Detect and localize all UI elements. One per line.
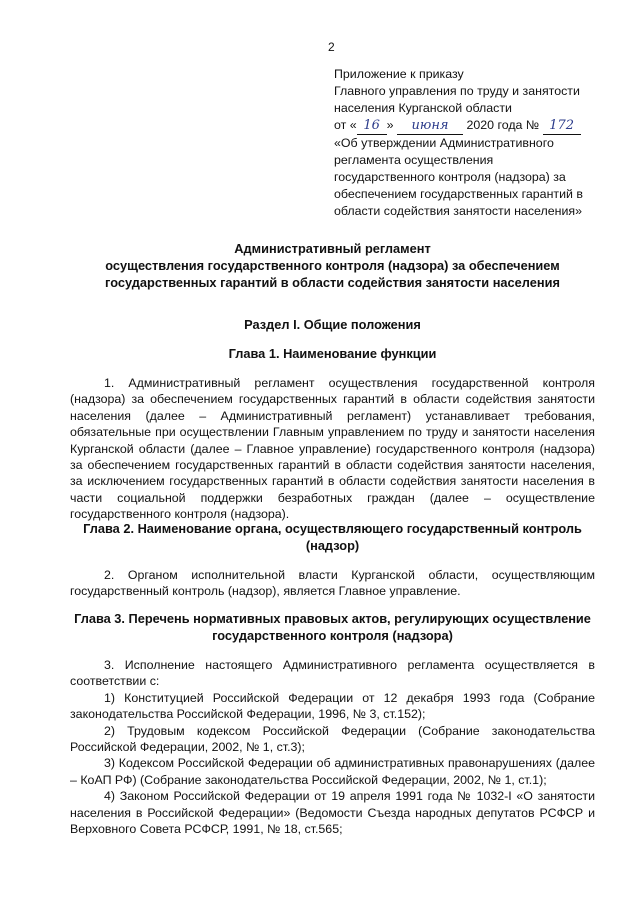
handwritten-order-number: 172 <box>543 117 581 135</box>
paragraph: 4) Законом Российской Федерации от 19 апреля 1991 года № 1032-I «О занятости населения в Российской Федерации» (Ведомости Съезда народных депутатов РСФСР и Верховного Совета РСФСР, 1991, № 18, ст.565; <box>70 789 595 837</box>
chapter-3-body <box>70 657 595 837</box>
chapter-2-heading: Глава 2. Наименование органа, осуществляющего государственный контроль (надзор) <box>83 521 582 553</box>
appendix-line: населения Курганской области <box>334 101 512 115</box>
paragraph: 2. Органом исполнительной власти Курганской области, осуществляющим государственный контроль (надзор), является Главное управление. <box>70 568 595 599</box>
appendix-line: области содействия занятости населения» <box>334 204 582 218</box>
date-prefix: от « <box>334 118 357 132</box>
page-number: 2 <box>328 40 335 54</box>
appendix-line: Главного управления по труду и занятости <box>334 84 580 98</box>
chapter-1-body <box>70 375 595 523</box>
chapter-3-heading: Глава 3. Перечень нормативных правовых актов, регулирующих осуществление государственного контроля (надзора) <box>74 611 591 643</box>
appendix-line: государственного контроля (надзора) за <box>334 170 566 184</box>
handwritten-month: июня <box>397 117 463 135</box>
title-line: осуществления государственного контроля (надзора) за обеспечением <box>105 258 560 273</box>
appendix-date-line <box>334 117 604 135</box>
chapter-1-heading: Глава 1. Наименование функции <box>228 346 437 361</box>
document-title <box>70 240 595 291</box>
title-line: государственных гарантий в области содействия занятости населения <box>105 275 560 290</box>
appendix-line: Приложение к приказу <box>334 67 464 81</box>
chapter-2-body <box>70 567 595 600</box>
date-year: 2020 года № <box>466 118 540 132</box>
handwritten-day: 16 <box>357 117 387 135</box>
paragraph: 3) Кодексом Российской Федерации об административных правонарушениях (далее – КоАП РФ) (Собрание законодательства Российской Федерации, 2002, № 1, ст.1); <box>70 756 595 787</box>
date-mid: » <box>386 118 394 132</box>
paragraph: 2) Трудовым кодексом Российской Федерации (Собрание законодательства Российской Федерации, 2002, № 1, ст.3); <box>70 723 595 755</box>
title-line: Административный регламент <box>234 241 431 256</box>
appendix-line: обеспечением государственных гарантий в <box>334 187 583 201</box>
appendix-line: «Об утверждении Административного <box>334 136 554 150</box>
appendix-line: регламента осуществления <box>334 153 494 167</box>
appendix-block <box>334 66 604 220</box>
paragraph: 1) Конституцией Российской Федерации от 12 декабря 1993 года (Собрание законодательства Российской Федерации, 1996, № 3, ст.152); <box>70 690 595 722</box>
paragraph: 3. Исполнение настоящего Административного регламента осуществляется в соответствии с: <box>70 658 595 689</box>
section-heading: Раздел I. Общие положения <box>244 317 421 332</box>
paragraph: 1. Административный регламент осуществления государственной контроля (надзора) за обеспечением государственных гарантий в области содействия занятости населения (далее – Административный регламент) устанавливает требования, обязательные при осуществлении Главным управлением по труду и занятости населения Курганской области (далее – Главное управление) государственного контроля (надзора) за обеспечением государственных гарантий в области содействия занятости населения, за исключением государственных гарантий в области содействия занятости населения в части социальной поддержки безработных граждан (далее – осуществление государственного контроля (надзора). <box>70 376 595 522</box>
